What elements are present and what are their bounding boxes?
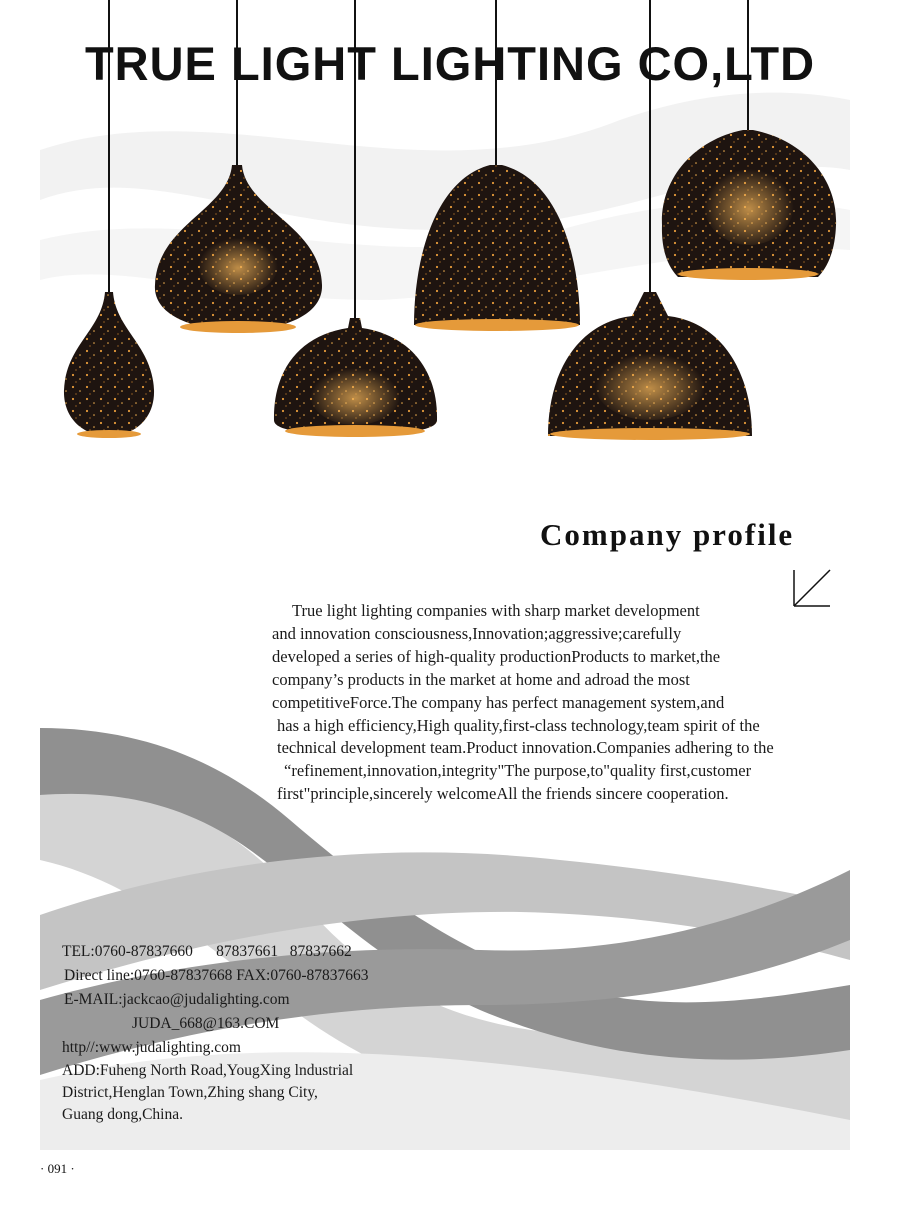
profile-line: technical development team.Product innovation.Companies adhering to the (277, 738, 774, 758)
page-number: · 091 · (40, 1161, 75, 1176)
company-title: TRUE LIGHT LIGHTING CO,LTD (84, 37, 816, 90)
email-secondary[interactable]: JUDA_668@163.COM (132, 1015, 280, 1032)
website-link[interactable]: http//:www.judalighting.com (62, 1039, 241, 1056)
profile-line: and innovation consciousness,Innovation;aggressive;carefully (272, 623, 682, 643)
company-profile-text (272, 600, 852, 806)
lamp-globe (662, 130, 836, 280)
contact-block (62, 940, 462, 1126)
address-line: District,Henglan Town,Zhing shang City, (62, 1084, 318, 1101)
lamp-small-teardrop (64, 292, 154, 438)
email-primary[interactable]: E-MAIL:jackcao@judalighting.com (64, 991, 290, 1008)
lamp-mushroom (274, 318, 437, 437)
direct-line-fax: Direct line:0760-87837668 FAX:0760-87837663 (64, 967, 369, 984)
profile-line: developed a series of high-quality productionProducts to market,the (272, 646, 721, 666)
profile-line: first"principle,sincerely welcomeAll the friends sincere cooperation. (277, 784, 729, 804)
lamp-bell (414, 165, 580, 331)
section-heading: Company profile (540, 517, 795, 552)
address-line: ADD:Fuheng North Road,YougXing lndustrial (62, 1062, 354, 1079)
profile-line: “refinement,innovation,integrity"The purpose,to"quality first,customer (284, 761, 752, 781)
profile-line: has a high efficiency,High quality,first-class technology,team spirit of the (277, 715, 760, 735)
lamp-onion (155, 165, 322, 333)
profile-line: True light lighting companies with sharp market development (292, 601, 700, 620)
profile-line: competitiveForce.The company has perfect management system,and (272, 692, 725, 712)
address-line: Guang dong,China. (62, 1106, 183, 1123)
profile-line: company’s products in the market at home and adroad the most (272, 669, 690, 689)
telephone: TEL:0760-87837660 87837661 87837662 (62, 943, 352, 960)
